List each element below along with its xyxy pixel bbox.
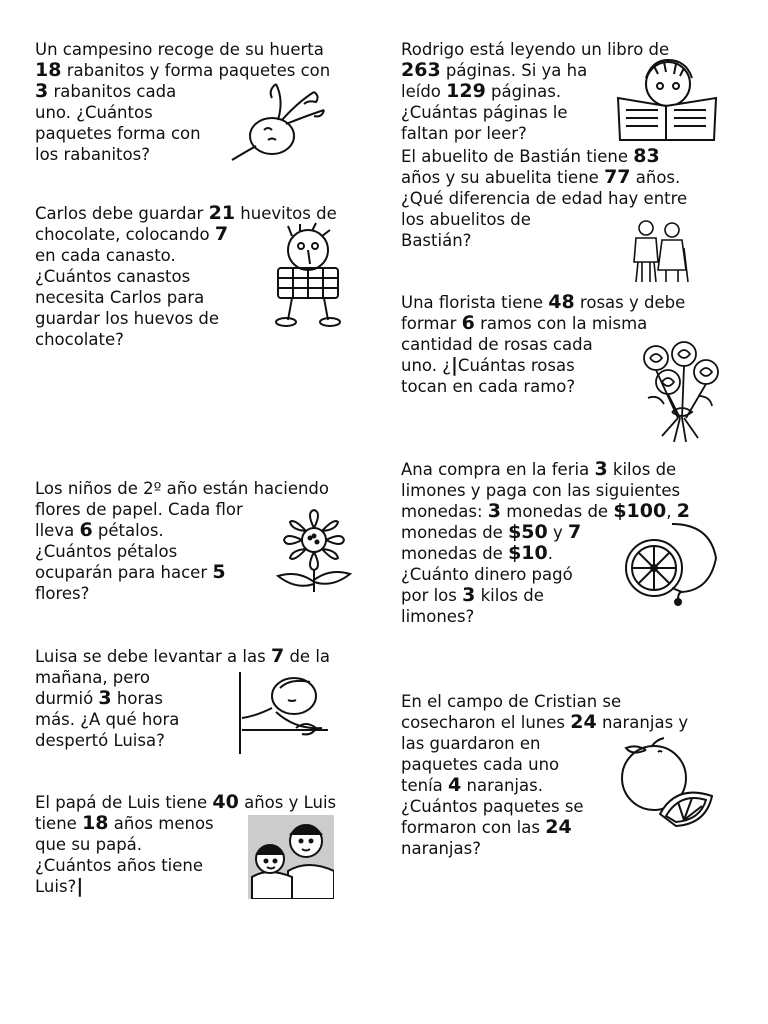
number-text: 21 — [208, 202, 236, 224]
number-text: 6 — [79, 519, 93, 541]
number-text: 129 — [446, 80, 486, 102]
problem-text: Un campesino recoge de su huerta — [35, 40, 324, 59]
problem-line — [35, 792, 336, 813]
radish-icon — [228, 80, 328, 162]
problem-text: en cada canasto. — [35, 246, 176, 265]
number-text: 3 — [487, 500, 501, 522]
problem-text: ramos con la misma — [474, 314, 648, 333]
problem-text: cantidad de rosas cada — [401, 335, 593, 354]
problem-text: monedas de — [401, 523, 509, 542]
problem-text: El abuelito de Bastián tiene — [401, 147, 634, 166]
problem-line — [401, 313, 685, 334]
problem-text: ¿Cuántos canastos — [35, 267, 191, 286]
problem-text: formar — [401, 314, 462, 333]
problem-text: despertó Luisa? — [35, 731, 165, 750]
problem-text: Luis? — [35, 877, 77, 896]
number-text: 3 — [594, 458, 608, 480]
problem-text: ocuparán para hacer — [35, 563, 213, 582]
problem-text: Los niños de 2º año están haciendo — [35, 479, 330, 498]
number-text: 7 — [214, 223, 229, 245]
problem-text: paquetes cada uno — [401, 755, 560, 774]
number-text: 6 — [461, 312, 475, 334]
problem-text: Una florista tiene — [401, 293, 549, 312]
problem-text: más. ¿A qué hora — [35, 710, 180, 729]
problem-text: flores? — [35, 584, 90, 603]
grandparents-icon — [628, 218, 690, 284]
problem-line — [401, 459, 690, 480]
problem-text: monedas de — [501, 502, 614, 521]
number-text: 3 — [35, 80, 49, 102]
problem-line — [401, 838, 688, 859]
number-text: | — [450, 354, 458, 376]
problem-text: rosas y debe — [574, 293, 686, 312]
problem-text: Ana compra en la feria — [401, 460, 595, 479]
problem-text: uno. ¿Cuántos — [35, 103, 153, 122]
problem-line — [401, 292, 685, 313]
problem-text: por los — [401, 586, 463, 605]
problem-text: años y Luis — [238, 793, 337, 812]
problem-line — [401, 146, 687, 167]
problem-text: años menos — [108, 814, 214, 833]
number-text: 7 — [270, 645, 285, 667]
problem-line — [401, 712, 688, 733]
problem-text: flores de papel. Cada flor — [35, 500, 243, 519]
problem-line — [401, 39, 669, 60]
problem-text: , — [666, 502, 677, 521]
problem-text: mañana, pero — [35, 668, 150, 687]
problem-text: Rodrigo está leyendo un libro de — [401, 40, 670, 59]
problem-line — [35, 203, 337, 224]
problem-text: limones? — [401, 607, 475, 626]
problem-text: ¿Cuántas páginas le — [401, 103, 568, 122]
problem-text: leído — [401, 82, 447, 101]
problem-text: las guardaron en — [401, 734, 541, 753]
problem-text: Cuántas rosas — [457, 356, 575, 375]
problem-text: páginas. Si ya ha — [440, 61, 588, 80]
problem-text: ¿Qué diferencia de edad hay entre — [401, 189, 688, 208]
problem-text: Carlos debe guardar — [35, 204, 209, 223]
number-text: 24 — [545, 816, 572, 838]
problem-text: chocolate, colocando — [35, 225, 215, 244]
problem-text: ¿Cuántos pétalos — [35, 542, 178, 561]
problem-text: paquetes forma con — [35, 124, 201, 143]
number-text: 18 — [82, 812, 109, 834]
problem-text: formaron con las — [401, 818, 546, 837]
problem-text: que su papá. — [35, 835, 143, 854]
problem-text: ¿Cuánto dinero pagó — [401, 565, 573, 584]
problem-text: naranjas. — [461, 776, 543, 795]
problem-text: chocolate? — [35, 330, 124, 349]
problem-line — [401, 691, 688, 712]
problem-text: tenía — [401, 776, 449, 795]
problem-text: Bastián? — [401, 231, 472, 250]
problem-line — [35, 329, 337, 350]
number-text: 5 — [212, 561, 226, 583]
problem-text: pétalos. — [92, 521, 164, 540]
number-text: 263 — [401, 59, 441, 81]
problem-line — [401, 188, 687, 209]
problem-text: naranjas y — [596, 713, 689, 732]
father-son-icon — [248, 815, 334, 899]
roses-bouquet-icon — [634, 338, 726, 442]
problem-text: lleva — [35, 521, 80, 540]
problem-text: los abuelitos de — [401, 210, 531, 229]
problem-text: Luisa se debe levantar a las — [35, 647, 271, 666]
problem-line — [401, 606, 690, 627]
problem-text: años. — [630, 168, 681, 187]
problem-text: de la — [284, 647, 331, 666]
problem-text: En el campo de Cristian se — [401, 692, 622, 711]
number-text: 77 — [604, 166, 631, 188]
problem-text: rabanitos cada — [48, 82, 177, 101]
problem-text: faltan por leer? — [401, 124, 527, 143]
problem-text: El papá de Luis tiene — [35, 793, 213, 812]
number-text: 48 — [548, 291, 575, 313]
problem-line — [401, 480, 690, 501]
number-text: 7 — [568, 521, 582, 543]
number-text: $10 — [508, 542, 548, 564]
problem-text: . — [547, 544, 553, 563]
problem-text: necesita Carlos para — [35, 288, 205, 307]
number-text: 2 — [676, 500, 690, 522]
problem-text: huevitos de — [235, 204, 337, 223]
problem-text: ¿Cuántos paquetes se — [401, 797, 584, 816]
boy-basket-icon — [268, 222, 348, 328]
number-text: 3 — [98, 687, 112, 709]
problem-text: y — [547, 523, 569, 542]
number-text: 40 — [212, 791, 239, 813]
problem-text: páginas. — [485, 82, 562, 101]
problem-text: monedas de — [401, 544, 509, 563]
problem-line — [35, 39, 330, 60]
number-text: 4 — [448, 774, 462, 796]
lemon-icon — [622, 518, 722, 608]
problem-text: kilos de — [607, 460, 677, 479]
problem-text: kilos de — [475, 586, 544, 605]
number-text: 83 — [633, 145, 660, 167]
sleeping-girl-icon — [236, 670, 328, 754]
problem-text: rabanitos y forma paquetes con — [61, 61, 331, 80]
problem-line — [35, 646, 330, 667]
flower-icon — [270, 508, 358, 592]
problem-text: tocan en cada ramo? — [401, 377, 576, 396]
problem-text: años y su abuelita tiene — [401, 168, 605, 187]
problem-text: monedas: — [401, 502, 488, 521]
problem-text: horas — [111, 689, 163, 708]
problem-text: los rabanitos? — [35, 145, 150, 164]
orange-icon — [614, 736, 714, 832]
number-text: 18 — [35, 59, 62, 81]
problem-text: tiene — [35, 814, 83, 833]
problem-text: cosecharon el lunes — [401, 713, 571, 732]
problem-text: uno. ¿ — [401, 356, 451, 375]
number-text: 3 — [462, 584, 476, 606]
number-text: $100 — [613, 500, 667, 522]
problem-line — [35, 60, 330, 81]
number-text: $50 — [508, 521, 548, 543]
problem-text: guardar los huevos de — [35, 309, 220, 328]
number-text: | — [76, 875, 84, 897]
problem-text: durmió — [35, 689, 99, 708]
problem-line — [35, 478, 329, 499]
problem-text: limones y paga con las siguientes — [401, 481, 681, 500]
number-text: 24 — [570, 711, 597, 733]
problem-text: naranjas? — [401, 839, 481, 858]
problem-line — [401, 167, 687, 188]
boy-reading-icon — [614, 58, 720, 142]
problem-text: ¿Cuántos años tiene — [35, 856, 204, 875]
